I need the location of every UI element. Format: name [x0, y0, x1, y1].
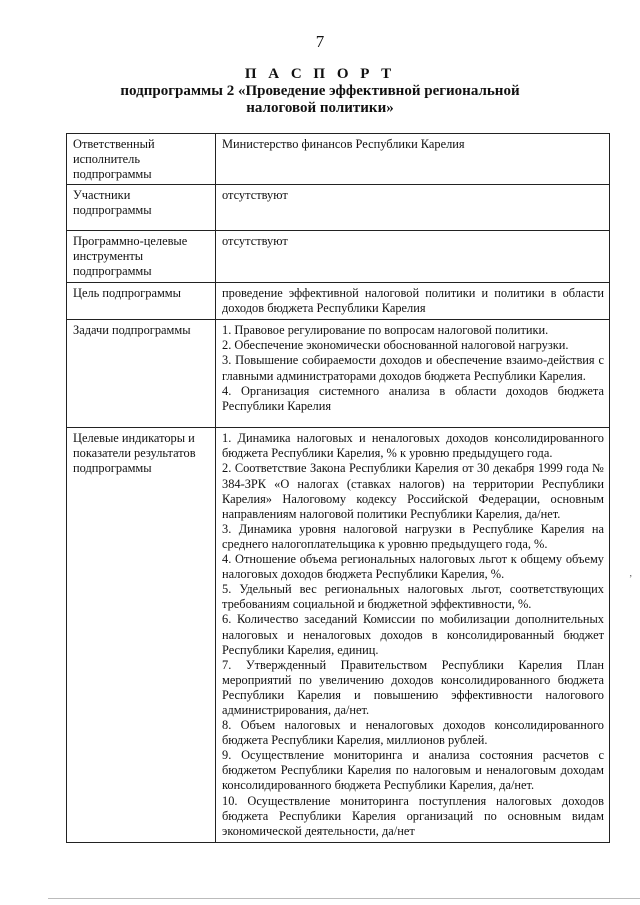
- title-subprogram-cont: налоговой политики»: [246, 100, 394, 116]
- value-text: проведение эффективной налоговой политики и политики в области доходов бюджета Республики Карелия: [222, 286, 604, 316]
- row-value: [216, 283, 610, 320]
- row-label: Цель подпрограммы: [67, 283, 216, 320]
- value-text: 9. Осуществление мониторинга и анализа состояния расчетов с бюджетом Республики Карелия по налоговым и неналоговым доходам консолидированного бюджета Республики Карелия, да/нет.: [222, 748, 604, 793]
- value-text: отсутствуют: [222, 234, 288, 249]
- row-label: Программно-целевые инструменты подпрограммы: [67, 231, 216, 283]
- value-text: отсутствуют: [222, 188, 288, 203]
- document-title: [0, 66, 640, 117]
- table-row: [67, 185, 610, 231]
- table-row: [67, 320, 610, 428]
- table-row: [67, 428, 610, 843]
- value-text: 1. Динамика налоговых и неналоговых доходов консолидированного бюджета Республики Карелия, % к уровню предыдущего года.: [222, 431, 604, 461]
- row-label: Задачи подпрограммы: [67, 320, 216, 428]
- table-row: [67, 134, 610, 185]
- value-text: 10. Осуществление мониторинга поступления налоговых доходов бюджета Республики Карелия организаций по основным видам экономической деятельности, да/нет: [222, 793, 604, 838]
- passport-table: [66, 133, 610, 843]
- scan-mark: ,: [629, 568, 632, 579]
- title-passport: П А С П О Р Т: [244, 66, 396, 82]
- page-edge-line: [48, 898, 640, 899]
- value-text: 2. Соответствие Закона Республики Карелия от 30 декабря 1999 года № 384-ЗРК «О налогах (ставках налогов) на территории Республики Карелия» Налоговому кодексу Российской Федерации, основным направлениям налоговой политики Республики Карелия, да/нет.: [222, 461, 604, 521]
- table-row: [67, 283, 610, 320]
- row-label: Целевые индикаторы и показатели результатов подпрограммы: [67, 428, 216, 843]
- row-label: Участники подпрограммы: [67, 185, 216, 231]
- row-value: [216, 185, 610, 231]
- value-text: 3. Динамика уровня налоговой нагрузки в Республике Карелия на среднего налогоплательщика к уровню предыдущего года, %.: [222, 521, 604, 551]
- row-value: [216, 428, 610, 843]
- title-subprogram: подпрограммы 2 «Проведение эффективной региональной: [120, 83, 520, 99]
- value-text: 2. Обеспечение экономически обоснованной налоговой нагрузки.: [222, 338, 569, 353]
- row-value: [216, 134, 610, 185]
- value-text: 6. Количество заседаний Комиссии по мобилизации дополнительных налоговых и неналоговых доходов в консолидированный бюджет Республики Карелия, единиц.: [222, 612, 604, 657]
- value-text: 8. Объем налоговых и неналоговых доходов консолидированного бюджета Республики Карелия, миллионов рублей.: [222, 718, 604, 748]
- row-value: [216, 231, 610, 283]
- value-text: 4. Организация системного анализа в области доходов бюджета Республики Карелия: [222, 383, 604, 413]
- value-text: 1. Правовое регулирование по вопросам налоговой политики.: [222, 323, 549, 338]
- row-value: [216, 320, 610, 428]
- value-text: 4. Отношение объема региональных налоговых льгот к общему объему налоговых доходов бюджета Республики Карелия, %.: [222, 552, 604, 582]
- value-text: 5. Удельный вес региональных налоговых льгот, соответствующих требованиям социальной и бюджетной эффективности, %.: [222, 582, 604, 612]
- value-text: Министерство финансов Республики Карелия: [222, 137, 465, 151]
- value-text: 3. Повышение собираемости доходов и обеспечение взаимо-действия с главными администраторами доходов бюджета Республики Карелия.: [222, 353, 604, 383]
- row-label: Ответственный исполнитель подпрограммы: [67, 134, 216, 185]
- table-row: [67, 231, 610, 283]
- value-text: 7. Утвержденный Правительством Республики Карелия План мероприятий по увеличению доходов консолидированного бюджета Республики Карелия и повышению эффективности налогового администрирования, да/нет.: [222, 657, 604, 717]
- page-number: 7: [315, 32, 325, 51]
